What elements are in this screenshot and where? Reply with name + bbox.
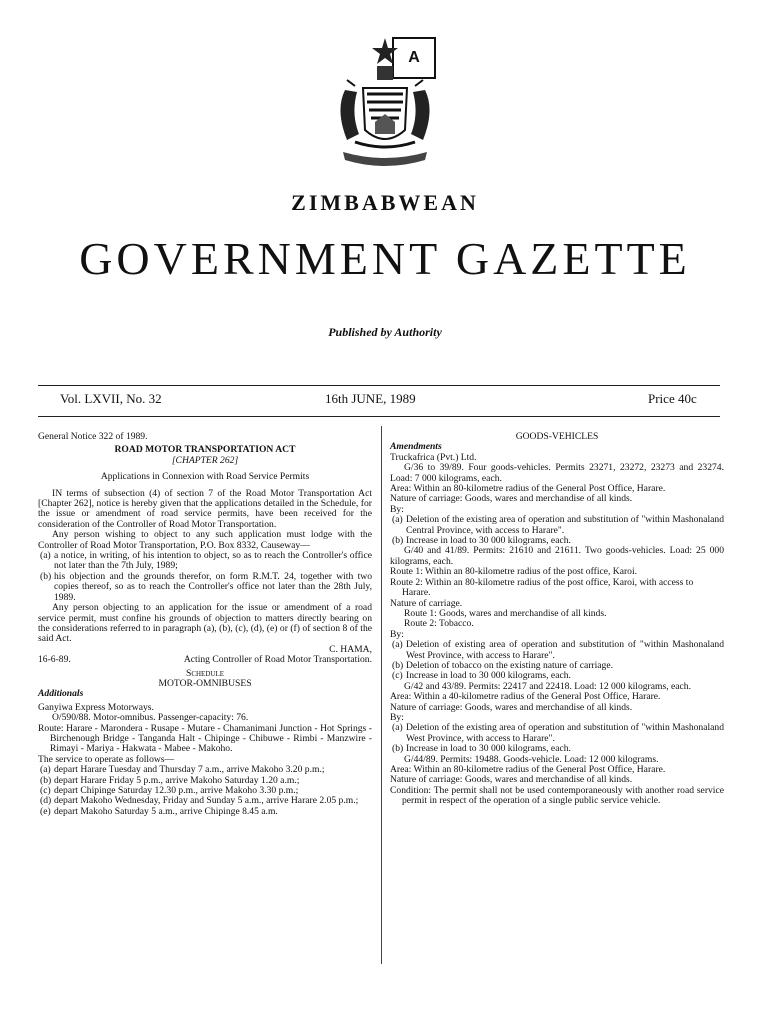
issue-price: Price 40c [648, 391, 697, 406]
permit-g40-item-b-text: Deletion of tobacco on the existing nature of carriage. [406, 659, 613, 671]
permit-g42-item-b: (b) Increase in load to 30 000 kilograms, each. [392, 743, 571, 755]
notice-paragraph-1: IN terms of subsection (4) of section 7 of the Road Motor Transportation Act [Chapter 262], notice is hereby given that the applications detailed in the Schedule, for the issue or amendment of road service permits, have been received for the consideration of the Controller of Road Motor Transportation. [38, 487, 372, 530]
masthead-title: GOVERNMENT GAZETTE [79, 233, 691, 284]
permit-g42-area: Area: Within a 40-kilometre radius of the General Post Office, Harare. [390, 691, 661, 703]
issue-volume: Vol. LXVII, No. 32 [60, 391, 162, 406]
service-item-label: (a) [40, 764, 51, 776]
service-item-label: (e) [40, 805, 51, 817]
permit-g40-item-a-text: Deletion of existing area of operation and substitution of "within Mashonaland West Province, with access to Harare". [406, 639, 724, 661]
permit-g40-route-1-goods: Route 1: Goods, wares and merchandise of all kinds. [404, 607, 607, 619]
additionals-heading: Additionals [38, 688, 84, 700]
published-by-authority: Published by Authority [328, 325, 442, 339]
masthead-word: ZIMBABWEAN [291, 190, 479, 215]
signatory-role: Acting Controller of Road Motor Transportation. [183, 654, 372, 666]
service-item-text: depart Harare Tuesday and Thursday 7 a.m., arrive Makoho 3.20 p.m.; [54, 764, 325, 776]
right-column [390, 432, 724, 807]
coat-of-arms-icon [325, 30, 445, 180]
notice-paragraph-3: Any person objecting to an application for the issue or amendment of a road service permit, must confine his grounds of objection to matters directly bearing on the considerations referred to in paragraph (a), (b), (c), (d), (e) or (f) of section 8 of the said Act. [38, 602, 372, 645]
permit-g44-condition: Condition: The permit shall not be used contemporaneously with another road service permit in respect of the operation of a single public service vehicle. [390, 784, 724, 807]
service-item-text: depart Makoho Saturday 5 a.m., arrive Chipinge 8.45 a.m. [54, 805, 278, 817]
permit-g40-route-1: Route 1: Within an 80-kilometre radius of the post office, Karoi. [390, 566, 638, 578]
service-item-text: depart Makoho Wednesday, Friday and Sunday 5 a.m., arrive Harare 2.05 p.m.; [54, 795, 359, 807]
permit-g42-nature: Nature of carriage: Goods, wares and merchandise of all kinds. [390, 701, 633, 713]
permit-g36: G/36 to 39/89. Four goods-vehicles. Permits 23271, 23272, 23273 and 23274. Load: 7 000 kilograms, each. [390, 462, 724, 484]
permit-g42-item-a-text: Deletion of the existing area of operation and substitution of "within Mashonaland West Province, with access to Harare". [406, 722, 724, 744]
objection-item-b: (b) his objection and the grounds therefor, on form R.M.T. 24, together with two copies thereof, so as to reach the Controller's office not later than the 28th July, 1989. [40, 570, 372, 603]
permit-g42: G/42 and 43/89. Permits: 22417 and 22418. Load: 12 000 kilograms, each. [404, 680, 691, 692]
objection-item-a-text: a notice, in writing, of his intention to object, so as to reach the Controller's office not later than the 7th July, 1989; [54, 550, 372, 572]
permit-g40-item-c: (c) Increase in load to 30 000 kilograms, each. [392, 670, 571, 682]
permit-g36-item-b-text: Increase in load to 30 000 kilograms, each. [406, 535, 571, 547]
permit-g40-item-a: (a) Deletion of existing area of operation and substitution of "within Mashonaland West Province, with access to Harare". [392, 639, 724, 661]
permit-g42-by: By: [390, 711, 404, 723]
signature-date: 16-6-89. [38, 654, 71, 666]
service-item-text: depart Chipinge Saturday 12.30 p.m., arrive Makoho 3.30 p.m.; [54, 785, 299, 796]
notice-number: General Notice 322 of 1989. [38, 431, 148, 442]
permit-g44-area: Area: Within an 80-kilometre radius of the General Post Office, Harare. [390, 764, 666, 775]
permit-g42-item-b-text: Increase in load to 30 000 kilograms, each. [406, 743, 571, 755]
bottom-rule [38, 416, 720, 417]
permit-g40-by: By: [390, 628, 404, 640]
service-item-text: depart Harare Friday 5 p.m., arrive Makoho Saturday 1.20 a.m.; [54, 774, 300, 786]
operator-name: Ganyiwa Express Motorways. [38, 701, 154, 713]
goods-company: Truckafrica (Pvt.) Ltd. [390, 451, 477, 463]
page-stamp: A [392, 37, 436, 79]
signature-line [38, 655, 372, 665]
permit-g36-item-a-text: Deletion of the existing area of operation and substitution of "within Mashonaland Central Province, with access to Harare". [406, 514, 724, 536]
permit-g40: G/40 and 41/89. Permits: 21610 and 21611. Two goods-vehicles. Load: 25 000 kilograms, each. [390, 545, 724, 567]
left-column [38, 432, 372, 817]
permit-g36-item-b: (b) Increase in load to 30 000 kilograms, each. [392, 535, 571, 547]
notice-paragraph-2: Any person wishing to object to any such application must lodge with the Controller of Road Motor Transportation, P.O. Box 8332, Causeway— [38, 529, 372, 551]
permit-g40-item-c-text: Increase in load to 30 000 kilograms, each. [406, 670, 571, 682]
signatory-name: C. HAMA, [329, 643, 372, 655]
permit-g40-route-2: Route 2: Within an 80-kilometre radius of the post office, Karoi, with access to Harare. [390, 576, 694, 599]
service-item-label: (b) [40, 774, 52, 786]
service-item-label: (d) [40, 795, 52, 807]
permit-g42-item-a: (a) Deletion of the existing area of operation and substitution of "within Mashonaland West Province, with access to Harare". [392, 722, 724, 744]
permit-details: O/590/88. Motor-omnibus. Passenger-capacity: 76. [52, 712, 249, 724]
goods-vehicles-heading: GOODS-VEHICLES [515, 431, 599, 442]
motor-omnibuses-heading: MOTOR-OMNIBUSES [158, 677, 252, 689]
permit-g36-item-a: (a) Deletion of the existing area of operation and substitution of "within Mashonaland Central Province, with access to Harare". [392, 514, 724, 536]
permit-g44: G/44/89. Permits: 19488. Goods-vehicle. Load: 12 000 kilograms. [404, 753, 659, 765]
permit-g36-nature: Nature of carriage: Goods, wares and merchandise of all kinds. [390, 493, 633, 505]
service-item [38, 807, 372, 817]
schedule-heading: Schedule [186, 667, 224, 679]
objection-item-a: (a) a notice, in writing, of his intention to object, so as to reach the Controller's office not later than the 7th July, 1989; [40, 550, 372, 572]
top-rule [38, 385, 720, 386]
service-item-label: (c) [40, 785, 51, 796]
service-intro: The service to operate as follows— [38, 753, 175, 765]
act-title: ROAD MOTOR TRANSPORTATION ACT [114, 444, 296, 456]
amendments-heading: Amendments [390, 441, 442, 453]
permit-g40-item-b: (b) Deletion of tobacco on the existing nature of carriage. [392, 659, 613, 671]
issue-date: 16th JUNE, 1989 [325, 391, 416, 406]
objection-item-b-text: his objection and the grounds therefor, on form R.M.T. 24, together with two copies thereof, so as to reach the Controller's office not later than the 28th July, 1989. [54, 570, 372, 603]
permit-g40-route-2-goods: Route 2: Tobacco. [404, 618, 474, 630]
permit-g40-nature: Nature of carriage. [390, 597, 463, 609]
notice-heading: Applications in Connexion with Road Service Permits [100, 471, 310, 483]
permit-g36-by: By: [390, 503, 404, 515]
permit-g36-area: Area: Within an 80-kilometre radius of the General Post Office, Harare. [390, 483, 666, 495]
route-details: Route: Harare - Marondera - Rusape - Mutare - Chamanimani Junction - Hot Springs - Birchenough Bridge - Tanganda Halt - Chipinge - Chibuwe - Rimbi - Manzwire - Rimayi - Mariya - Hakwata - Mabee - Makoho. [38, 722, 372, 755]
permit-g44-nature: Nature of carriage: Goods, wares and merchandise of all kinds. [390, 774, 633, 786]
column-divider [381, 426, 382, 964]
act-chapter: [CHAPTER 262] [171, 454, 239, 466]
